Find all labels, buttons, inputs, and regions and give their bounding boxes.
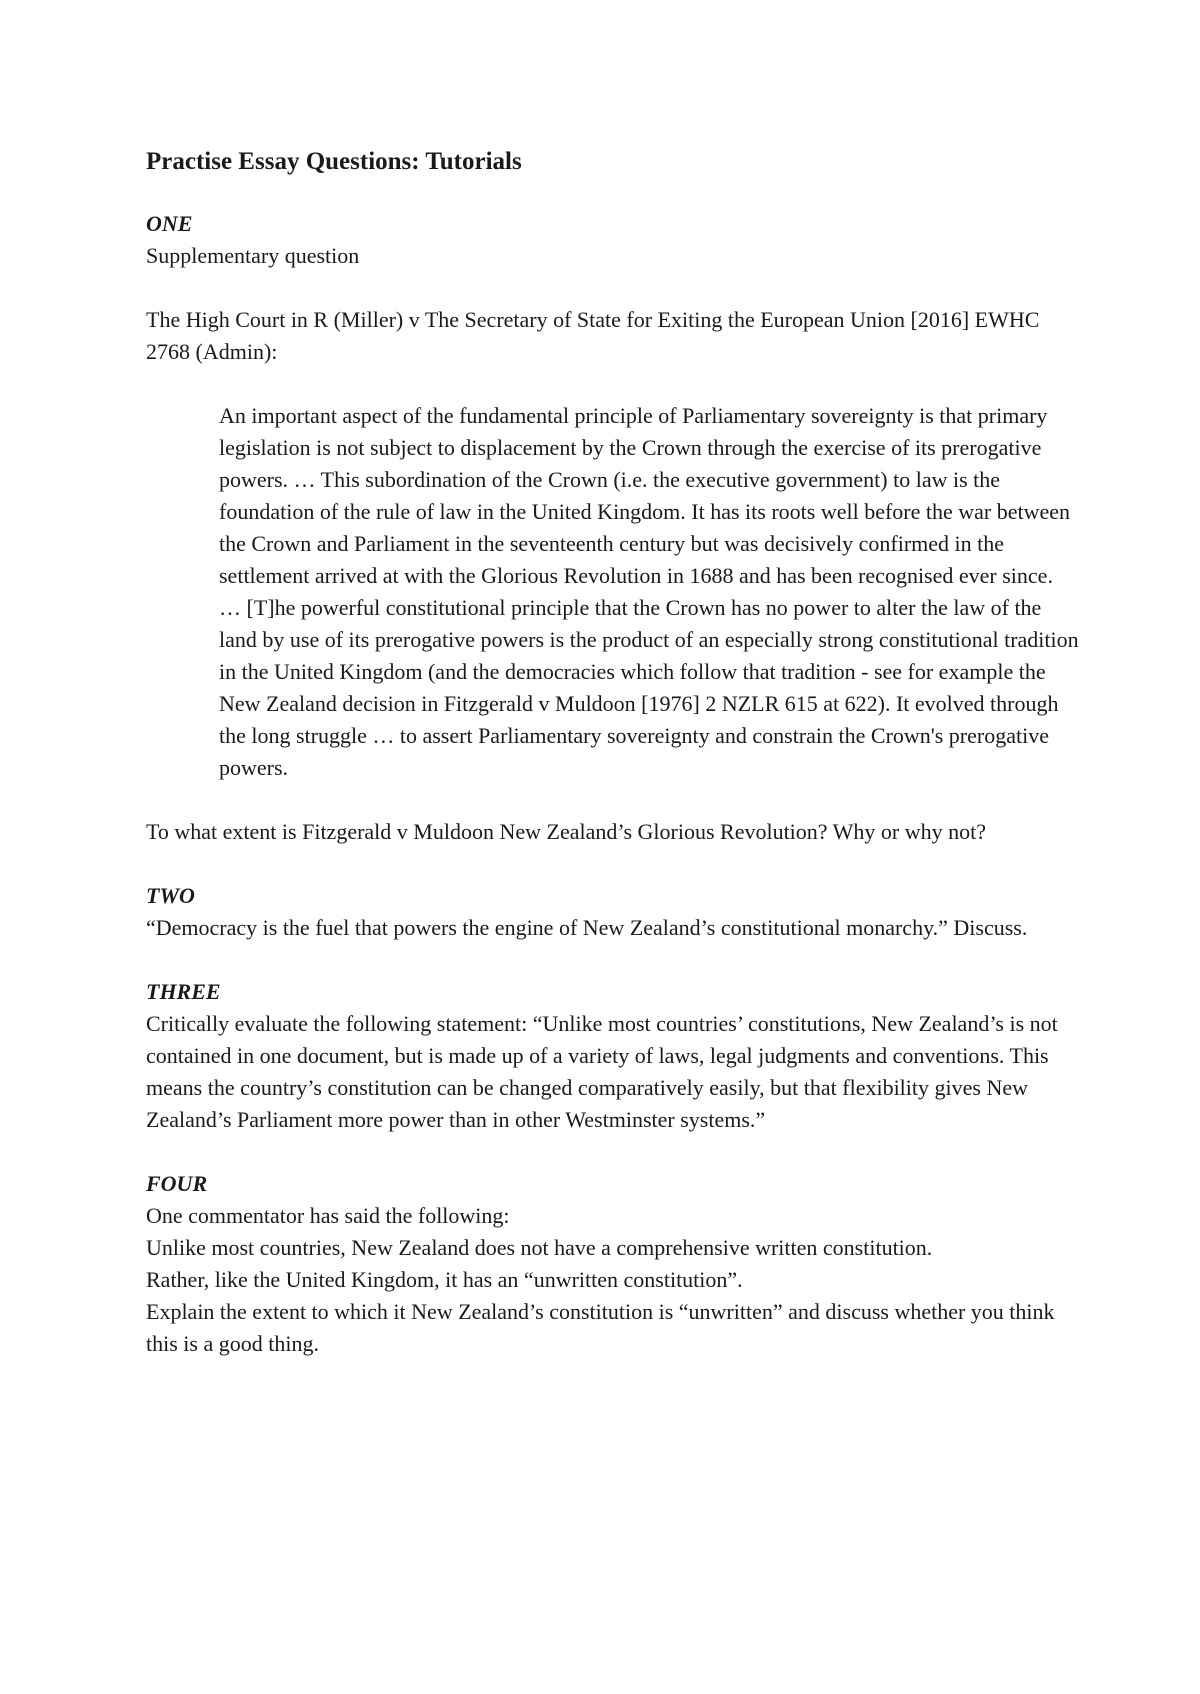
section-one-question: To what extent is Fitzgerald v Muldoon New Zealand’s Glorious Revolution? Why or why not? bbox=[146, 819, 987, 844]
section-two bbox=[146, 880, 1076, 944]
section-two-question: “Democracy is the fuel that powers the engine of New Zealand’s constitutional monarchy.” Discuss. bbox=[146, 915, 1028, 940]
section-one bbox=[146, 208, 1079, 848]
section-four-line-4: Explain the extent to which it New Zealand’s constitution is “unwritten” and discuss whether you think this is a good thing. bbox=[146, 1299, 1055, 1356]
section-one-subheading: Supplementary question bbox=[146, 243, 360, 268]
section-four-line-3: Rather, like the United Kingdom, it has an “unwritten constitution”. bbox=[146, 1267, 743, 1292]
section-one-intro: The High Court in R (Miller) v The Secretary of State for Exiting the European Union [2016] EWHC 2768 (Admin): bbox=[146, 307, 1040, 364]
section-three-heading: THREE bbox=[146, 979, 221, 1004]
document-body bbox=[146, 144, 1079, 1360]
section-four-line-2: Unlike most countries, New Zealand does not have a comprehensive written constitution. bbox=[146, 1235, 933, 1260]
section-three bbox=[146, 976, 1076, 1136]
section-three-question: Critically evaluate the following statement: “Unlike most countries’ constitutions, New Zealand’s is not contained in one document, but is made up of a variety of laws, legal judgments and conventions. This means the country’s constitution can be changed comparatively easily, but that flexibility gives New Zealand’s Parliament more power than in other Westminster systems.” bbox=[146, 1011, 1058, 1132]
document-title: Practise Essay Questions: Tutorials bbox=[146, 148, 522, 175]
section-four-line-1: One commentator has said the following: bbox=[146, 1203, 510, 1228]
section-four-heading: FOUR bbox=[146, 1171, 208, 1196]
section-one-quote: An important aspect of the fundamental principle of Parliamentary sovereignty is that primary legislation is not subject to displacement by the Crown through the exercise of its prerogative powers. … This subordination of the Crown (i.e. the executive government) to law is the foundation of the rule of law in the United Kingdom. It has its roots well before the war between the Crown and Parliament in the seventeenth century but was decisively confirmed in the settlement arrived at with the Glorious Revolution in 1688 and has been recognised ever since. … [T]he powerful constitutional principle that the Crown has no power to alter the law of the land by use of its prerogative powers is the product of an especially strong constitutional tradition in the United Kingdom (and the democracies which follow that tradition - see for example the New Zealand decision in Fitzgerald v Muldoon [1976] 2 NZLR 615 at 622). It evolved through the long struggle … to assert Parliamentary sovereignty and constrain the Crown's prerogative powers. bbox=[219, 403, 1079, 780]
section-one-heading: ONE bbox=[146, 211, 193, 236]
section-four bbox=[146, 1168, 1076, 1360]
section-two-heading: TWO bbox=[146, 883, 195, 908]
